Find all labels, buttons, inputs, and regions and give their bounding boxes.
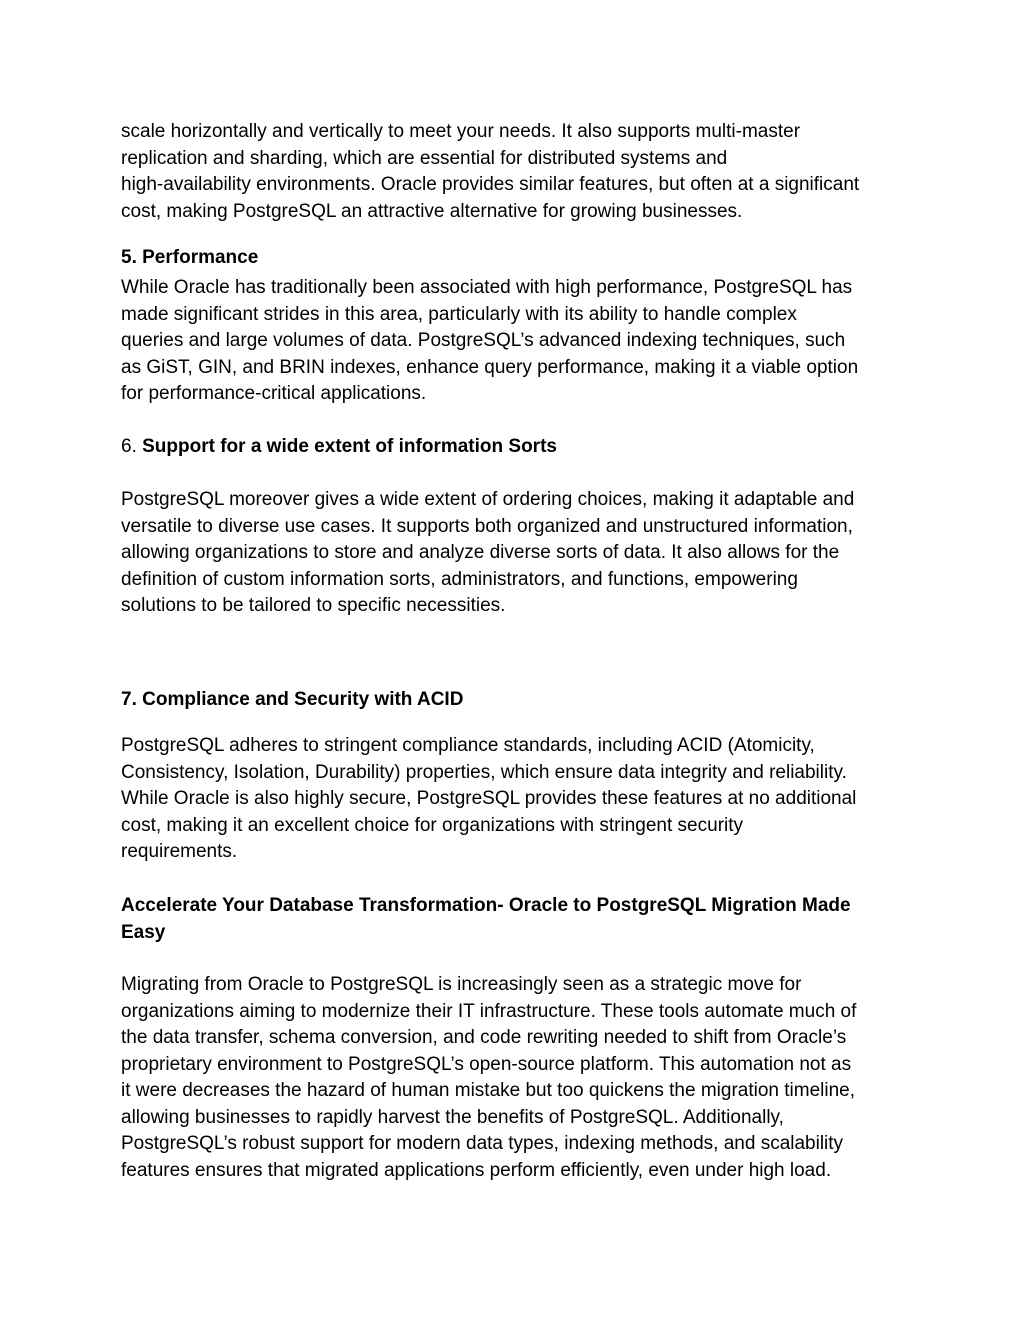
text-line: as GiST, GIN, and BRIN indexes, enhance query performance, making it a viable option: [121, 356, 859, 378]
text-line: for performance-critical applications.: [121, 383, 427, 404]
text-line: cost, making PostgreSQL an attractive alternative for growing businesses.: [121, 200, 743, 222]
text-line: proprietary environment to PostgreSQL’s open-source platform. This automation not as: [121, 1053, 852, 1075]
text-line: allowing organizations to store and analyze diverse sorts of data. It also allows for the: [121, 542, 840, 563]
section-heading-text: Support for a wide extent of information Sorts: [142, 436, 557, 457]
performance-paragraph: [121, 275, 921, 408]
text-line: replication and sharding, which are essential for distributed systems and: [121, 147, 728, 169]
text-line: solutions to be tailored to specific necessities.: [121, 595, 506, 616]
section-heading-migration: [121, 893, 921, 946]
text-line: allowing businesses to rapidly harvest the benefits of PostgreSQL. Additionally,: [121, 1106, 784, 1128]
text-line: the data transfer, schema conversion, and code rewriting needed to shift from Oracle’s: [121, 1027, 847, 1048]
text-line: cost, making it an excellent choice for organizations with stringent security: [121, 814, 744, 836]
text-line: requirements.: [121, 841, 238, 862]
text-line: While Oracle has traditionally been associated with high performance, PostgreSQL has: [121, 277, 853, 298]
text-line: features ensures that migrated applications perform efficiently, even under high load.: [121, 1159, 832, 1181]
text-line: Migrating from Oracle to PostgreSQL is increasingly seen as a strategic move for: [121, 974, 802, 995]
intro-paragraph: [121, 119, 921, 225]
text-line: versatile to diverse use cases. It supports both organized and unstructured information,: [121, 515, 853, 537]
section-heading-compliance: 7. Compliance and Security with ACID: [121, 689, 464, 710]
migration-paragraph: [121, 972, 921, 1184]
text-line: PostgreSQL’s robust support for modern data types, indexing methods, and scalability: [121, 1133, 844, 1154]
text-line: queries and large volumes of data. PostgreSQL’s advanced indexing techniques, such: [121, 330, 846, 351]
text-line: definition of custom information sorts, administrators, and functions, empowering: [121, 568, 798, 590]
text-line: While Oracle is also highly secure, PostgreSQL provides these features at no additional: [121, 788, 857, 809]
text-line: high-availability environments. Oracle provides similar features, but often at a significant: [121, 174, 860, 195]
heading-line: Accelerate Your Database Transformation- Oracle to PostgreSQL Migration Made: [121, 895, 851, 916]
text-line: it were decreases the hazard of human mistake but too quickens the migration timeline,: [121, 1080, 855, 1101]
section-heading-information-sorts: [121, 434, 921, 461]
text-line: scale horizontally and vertically to meet your needs. It also supports multi-master: [121, 121, 801, 142]
section-heading-performance: 5. Performance: [121, 247, 259, 268]
compliance-paragraph: [121, 733, 921, 866]
text-line: made significant strides in this area, particularly with its ability to handle complex: [121, 303, 797, 325]
text-line: Consistency, Isolation, Durability) properties, which ensure data integrity and reliability.: [121, 761, 847, 783]
section-number: 6.: [121, 436, 143, 457]
information-sorts-paragraph: [121, 487, 921, 620]
text-line: PostgreSQL moreover gives a wide extent of ordering choices, making it adaptable and: [121, 489, 855, 510]
text-line: PostgreSQL adheres to stringent compliance standards, including ACID (Atomicity,: [121, 735, 815, 756]
text-line: organizations aiming to modernize their IT infrastructure. These tools automate much of: [121, 1000, 857, 1022]
heading-line: Easy: [121, 921, 166, 943]
